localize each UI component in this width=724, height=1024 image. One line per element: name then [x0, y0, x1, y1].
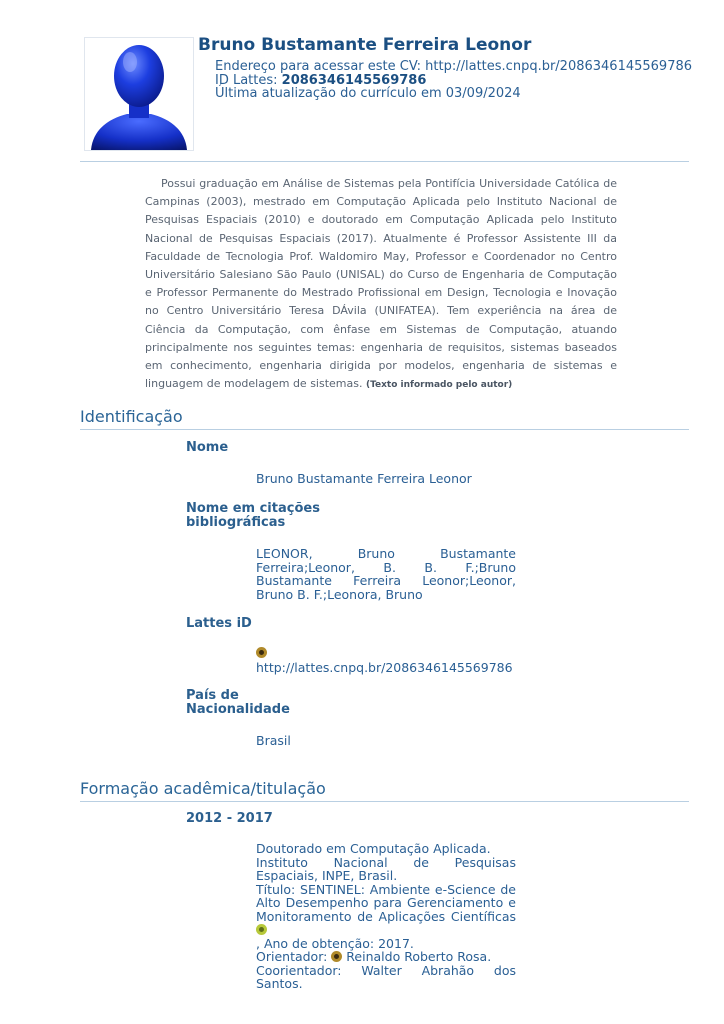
formacao-thesis-block: [256, 883, 516, 937]
summary-note: (Texto informado pelo autor): [365, 380, 513, 391]
pais-label-line2: Nacionalidade: [186, 702, 290, 717]
identificacao-divider: [80, 429, 689, 430]
lattes-id-section-label: Lattes iD: [186, 616, 252, 631]
citacoes-label-line1: Nome em citações: [186, 501, 320, 516]
summary-body: Possui graduação em Análise de Sistemas pela Pontifícia Universidade Católica de Campinas (2003), mestrado em Computação Aplicada pelo Instituto Nacional de Pesquisas Espaciais (2010) e doutorado em Computação Aplicada pelo Instituto Nacional de Pesquisas Espaciais (2017). Atualmente é Professor Assistente III da Faculdade de Tecnologia Prof. Waldomiro May, Professor e Coordenador no Centro Universitário Salesiano São Paulo (UNISAL) do Curso de Engenharia de Computação e Professor Permanente do Mestrado Profissional em Design, Tecnologia e Inovação no Centro Universitário Teresa DÁvila (UNIFATEA). Tem experiência na área de Ciência da Computação, com ênfase em Sistemas de Computação, atuando principalmente nos seguintes temas: engenharia de requisitos, sistemas baseados em conhecimento, engenharia dirigida por modelos, engenharia de sistemas e linguagem de modelagem de sistemas.: [145, 177, 617, 391]
lattes-id-url-link[interactable]: http://lattes.cnpq.br/2086346145569786: [256, 659, 513, 675]
pais-label: [186, 689, 290, 717]
last-update: Última atualização do currículo em 03/09/2024: [215, 86, 521, 101]
header-divider: [80, 161, 689, 162]
section-identificacao-title: Identificação: [80, 407, 183, 426]
summary-text: [145, 175, 617, 394]
formacao-entry: [256, 842, 516, 991]
lattes-id-label: ID Lattes:: [215, 72, 282, 88]
lattes-id-line: [215, 74, 692, 88]
citacoes-label-line2: bibliográficas: [186, 515, 286, 530]
cv-address-link[interactable]: Endereço para acessar este CV: http://lattes.cnpq.br/2086346145569786: [215, 59, 693, 74]
nome-value: Bruno Bustamante Ferreira Leonor: [256, 471, 472, 486]
section-formacao-title: Formação acadêmica/titulação: [80, 779, 326, 798]
nome-label: Nome: [186, 440, 229, 455]
formacao-period: 2012 - 2017: [186, 811, 273, 826]
cv-meta: [215, 60, 692, 101]
pais-value: Brasil: [256, 733, 291, 748]
profile-photo: [84, 37, 194, 151]
eye-icon[interactable]: [331, 951, 342, 962]
pais-label-line1: País de: [186, 688, 239, 703]
citacoes-value: LEONOR, Bruno Bustamante Ferreira;Leonor, B. B. F.;Bruno Bustamante Ferreira Leonor;Leonor, Bruno B. F.;Leonora, Bruno: [256, 546, 516, 602]
dblink-icon[interactable]: [256, 924, 267, 935]
cv-owner-name: Bruno Bustamante Ferreira Leonor: [198, 35, 532, 55]
citacoes-label: [186, 502, 320, 530]
formacao-institution: Instituto Nacional de Pesquisas Espaciais, INPE, Brasil.: [256, 854, 516, 883]
advisor-name: Reinaldo Roberto Rosa.: [346, 949, 492, 964]
lattes-id-value: 2086346145569786: [281, 72, 427, 88]
formacao-year: , Ano de obtenção: 2017.: [256, 935, 414, 951]
eye-icon[interactable]: [256, 647, 267, 658]
formacao-divider: [80, 801, 689, 802]
person-silhouette-icon: [85, 38, 193, 150]
lattes-id-block: [256, 646, 516, 674]
formacao-thesis: Título: SENTINEL: Ambiente e-Science de Alto Desempenho para Gerenciamento e Monitoramento de Aplicações Científicas: [256, 881, 516, 924]
formacao-coadvisor: Coorientador: Walter Abrahão dos Santos.: [256, 962, 516, 991]
formacao-advisor-line: [256, 950, 516, 964]
formacao-degree: Doutorado em Computação Aplicada.: [256, 841, 491, 856]
advisor-label: Orientador:: [256, 949, 332, 964]
